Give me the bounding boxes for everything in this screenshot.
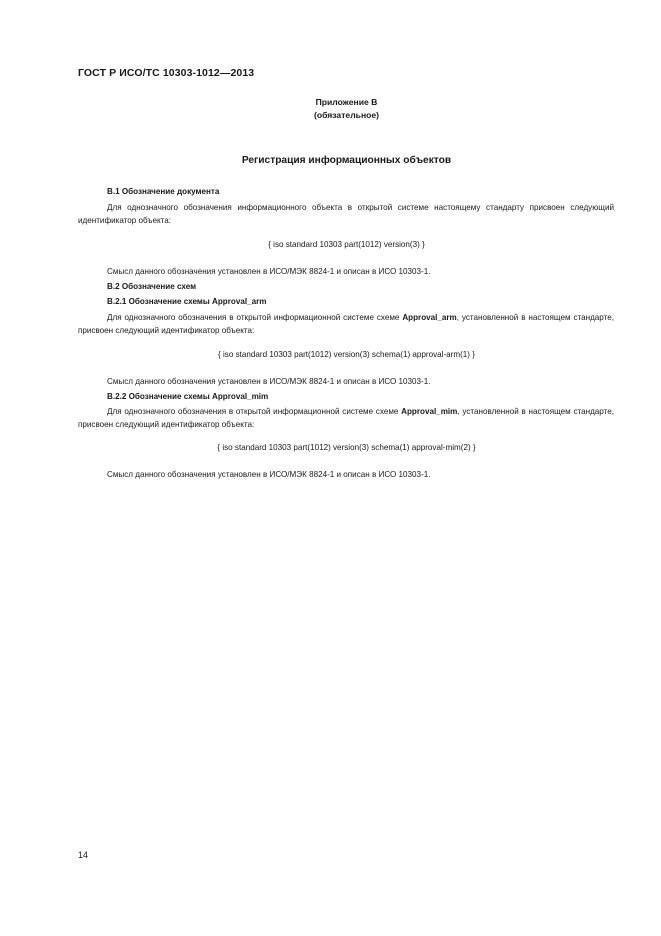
section-b1-paragraph: Для однозначного обозначения информационного объекта в открытой системе настоящему стандарту присвоен следующий идентификатор объекта:: [78, 203, 614, 225]
page-number: 14: [78, 850, 89, 860]
section-b1-identifier: [0, 240, 661, 249]
section-b2-heading: В.2 Обозначение схем: [107, 282, 197, 291]
section-b22-identifier: [0, 443, 661, 452]
section-b22-paragraph-tail: , установленной в настоящем стандарте, присвоен следующий идентификатор объекта:: [78, 407, 614, 429]
annex-status: (обязательное): [313, 110, 380, 120]
section-b21-paragraph: [78, 312, 614, 337]
document-header: ГОСТ Р ИСО/ТС 10303-1012—2013: [78, 67, 255, 79]
section-b22-paragraph: [78, 406, 614, 431]
section-b21-note: Смысл данного обозначения установлен в ИСО/МЭК 8824-1 и описан в ИСО 10303-1.: [107, 377, 431, 386]
section-b1-heading: В.1 Обозначение документа: [107, 187, 220, 196]
schema-name-mim: Approval_mim: [401, 407, 458, 416]
section-b21-identifier: [0, 350, 661, 359]
section-b22-heading: В.2.2 Обозначение схемы Approval_mim: [107, 392, 269, 401]
section-b22-identifier-text: { iso standard 10303 part(1012) version(3) schema(1) approval-mim(2) }: [217, 443, 476, 452]
annex-title-text: Регистрация информационных объектов: [241, 155, 452, 166]
section-b21-paragraph-text: Для однозначного обозначения в открытой информационной системе схеме: [107, 313, 403, 322]
section-b21-identifier-text: { iso standard 10303 part(1012) version(3) schema(1) approval-arm(1) }: [218, 350, 475, 359]
section-b21-paragraph-tail: , установленной в настоящем стандарте, присвоен следующий идентификатор объекта:: [78, 313, 614, 335]
schema-name-arm: Approval_arm: [402, 313, 457, 322]
section-b22-note: Смысл данного обозначения установлен в ИСО/МЭК 8824-1 и описан в ИСО 10303-1.: [107, 470, 431, 479]
annex-label: Приложение В: [315, 97, 378, 107]
annex-caption: [0, 96, 661, 122]
section-b22-paragraph-text: Для однозначного обозначения в открытой информационной системе схеме: [107, 407, 402, 416]
section-b21-heading: В.2.1 Обозначение схемы Approval_arm: [107, 297, 267, 306]
section-b1-note: Смысл данного обозначения установлен в ИСО/МЭК 8824-1 и описан в ИСО 10303-1.: [107, 267, 431, 276]
section-b1-identifier-text: { iso standard 10303 part(1012) version(3) }: [268, 240, 425, 249]
annex-title: [0, 155, 661, 166]
